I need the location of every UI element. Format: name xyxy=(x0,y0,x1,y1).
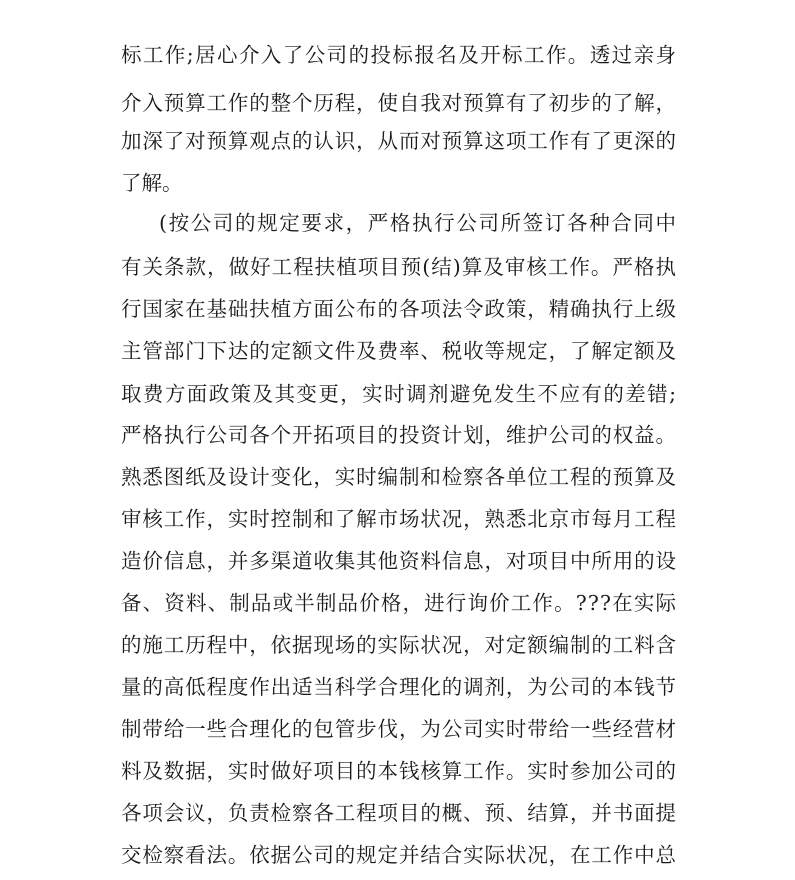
text-line-9: 取费方面政策及其变更，实时调剂避免发生不应有的差错; xyxy=(121,382,678,406)
text-line-11: 熟悉图纸及设计变化，实时编制和检察各单位工程的预算及 xyxy=(121,465,677,489)
text-line-5: (按公司的规定要求，严格执行公司所签订各种合同中 xyxy=(159,211,678,235)
text-line-3: 加深了对预算观点的认识，从而对预算这项工作有了更深的 xyxy=(121,129,677,153)
text-line-7: 行国家在基础扶植方面公布的各项法令政策，精确执行上级 xyxy=(121,297,677,321)
text-line-13: 造价信息，并多渠道收集其他资料信息，对项目中所用的设 xyxy=(121,549,677,573)
text-line-10: 严格执行公司各个开拓项目的投资计划，维护公司的权益。 xyxy=(121,423,677,447)
text-line-6: 有关条款，做好工程扶植项目预(结)算及审核工作。严格执 xyxy=(121,255,678,279)
text-line-15: 的施工历程中，依据现场的实际状况，对定额编制的工料含 xyxy=(121,633,677,657)
text-line-2: 介入预算工作的整个历程，使自我对预算有了初步的了解， xyxy=(121,91,677,115)
text-line-1: 标工作;居心介入了公司的投标报名及开标工作。透过亲身 xyxy=(121,43,678,67)
text-line-17: 制带给一些合理化的包管步伐，为公司实时带给一些经营材 xyxy=(121,717,677,741)
text-line-14: 备、资料、制品或半制品价格，进行询价工作。???在实际 xyxy=(121,591,678,615)
text-line-8: 主管部门下达的定额文件及费率、税收等规定，了解定额及 xyxy=(121,339,677,363)
text-line-20: 交检察看法。依据公司的规定并结合实际状况，在工作中总 xyxy=(121,843,677,867)
text-line-18: 料及数据，实时做好项目的本钱核算工作。实时参加公司的 xyxy=(121,759,677,783)
text-line-19: 各项会议，负责检察各工程项目的概、预、结算，并书面提 xyxy=(121,801,677,825)
text-line-4: 了解。 xyxy=(121,171,183,195)
text-line-12: 审核工作，实时控制和了解市场状况，熟悉北京市每月工程 xyxy=(121,507,677,531)
text-line-16: 量的高低程度作出适当科学合理化的调剂，为公司的本钱节 xyxy=(121,675,677,699)
